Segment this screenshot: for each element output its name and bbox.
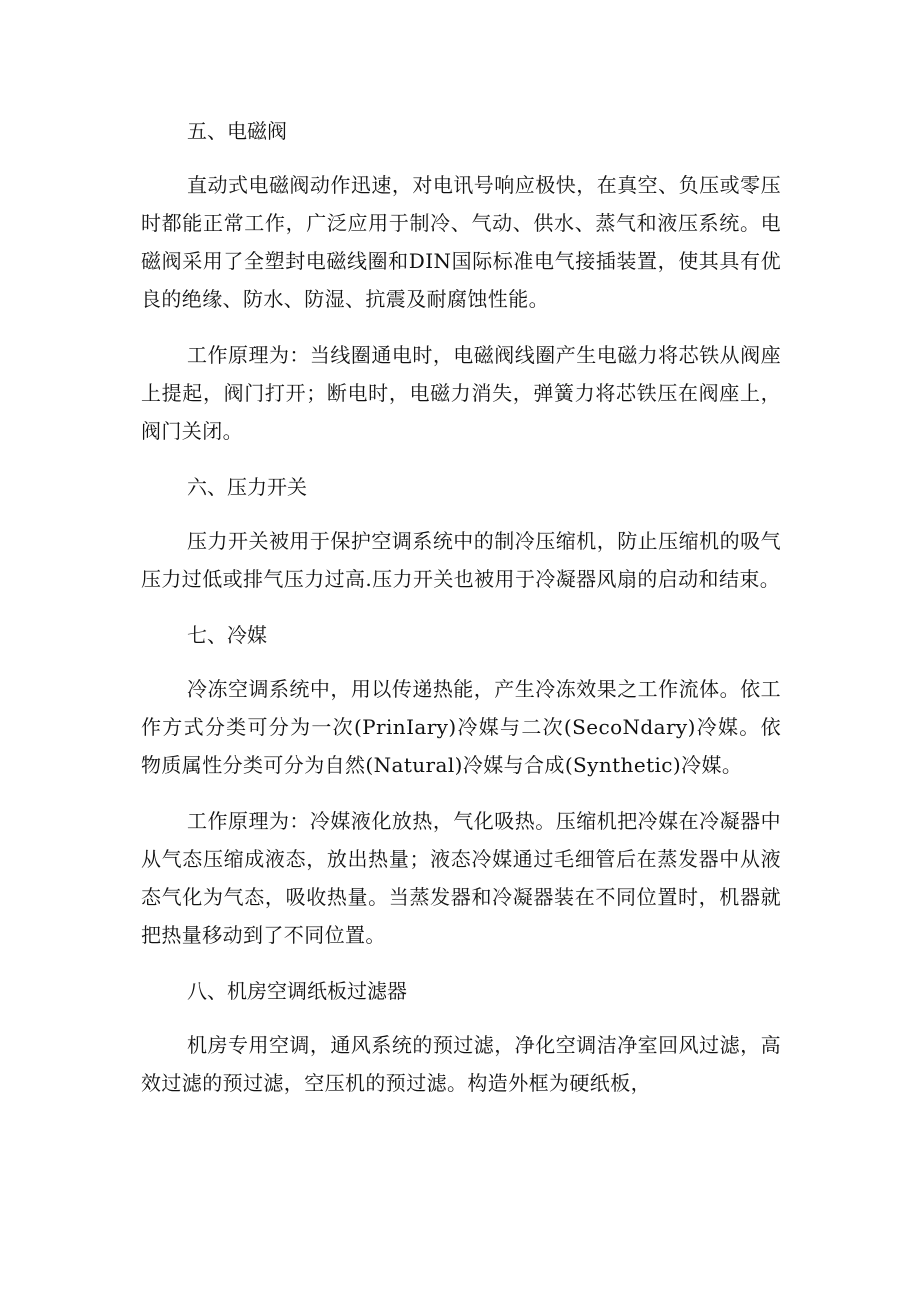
section-heading-solenoid-valve: 五、电磁阀 — [187, 119, 287, 143]
paragraph-refrigerant-principle: 工作原理为：冷媒液化放热，气化吸热。压缩机把冷媒在冷凝器中从气态压缩成液态，放出热量；液态冷媒通过毛细管后在蒸发器中从液态气化为气态，吸收热量。当蒸发器和冷凝器装在不同位置时，机器就把热量移动到了不同位置。 — [141, 809, 781, 947]
section-heading-refrigerant: 七、冷媒 — [187, 623, 267, 647]
paragraph-pressure-switch-description: 压力开关被用于保护空调系统中的制冷压缩机，防止压缩机的吸气压力过低或排气压力过高.压力开关也被用于冷凝器风扇的启动和结束。 — [141, 529, 781, 591]
paragraph-refrigerant-description: 冷冻空调系统中，用以传递热能，产生冷冻效果之工作流体。依工作方式分类可分为一次(PrinIary)冷媒与二次(SecoNdary)冷媒。依物质属性分类可分为自然(Natural)冷媒与合成(Synthetic)冷媒。 — [141, 677, 781, 777]
paragraph-solenoid-valve-description: 直动式电磁阀动作迅速，对电讯号响应极快，在真空、负压或零压时都能正常工作，广泛应用于制冷、气动、供水、蒸气和液压系统。电磁阀采用了全塑封电磁线圈和DIN国际标准电气接插装置，使其具有优良的绝缘、防水、防湿、抗震及耐腐蚀性能。 — [141, 173, 781, 311]
paragraph-solenoid-valve-principle: 工作原理为：当线圈通电时，电磁阀线圈产生电磁力将芯铁从阀座上提起，阀门打开；断电时，电磁力消失，弹簧力将芯铁压在阀座上，阀门关闭。 — [141, 343, 781, 443]
section-heading-cardboard-filter: 八、机房空调纸板过滤器 — [187, 979, 407, 1003]
document-body — [141, 112, 781, 1120]
paragraph-cardboard-filter-description: 机房专用空调，通风系统的预过滤，净化空调洁净室回风过滤，高效过滤的预过滤，空压机的预过滤。构造外框为硬纸板， — [141, 1033, 781, 1095]
section-heading-pressure-switch: 六、压力开关 — [187, 475, 307, 499]
